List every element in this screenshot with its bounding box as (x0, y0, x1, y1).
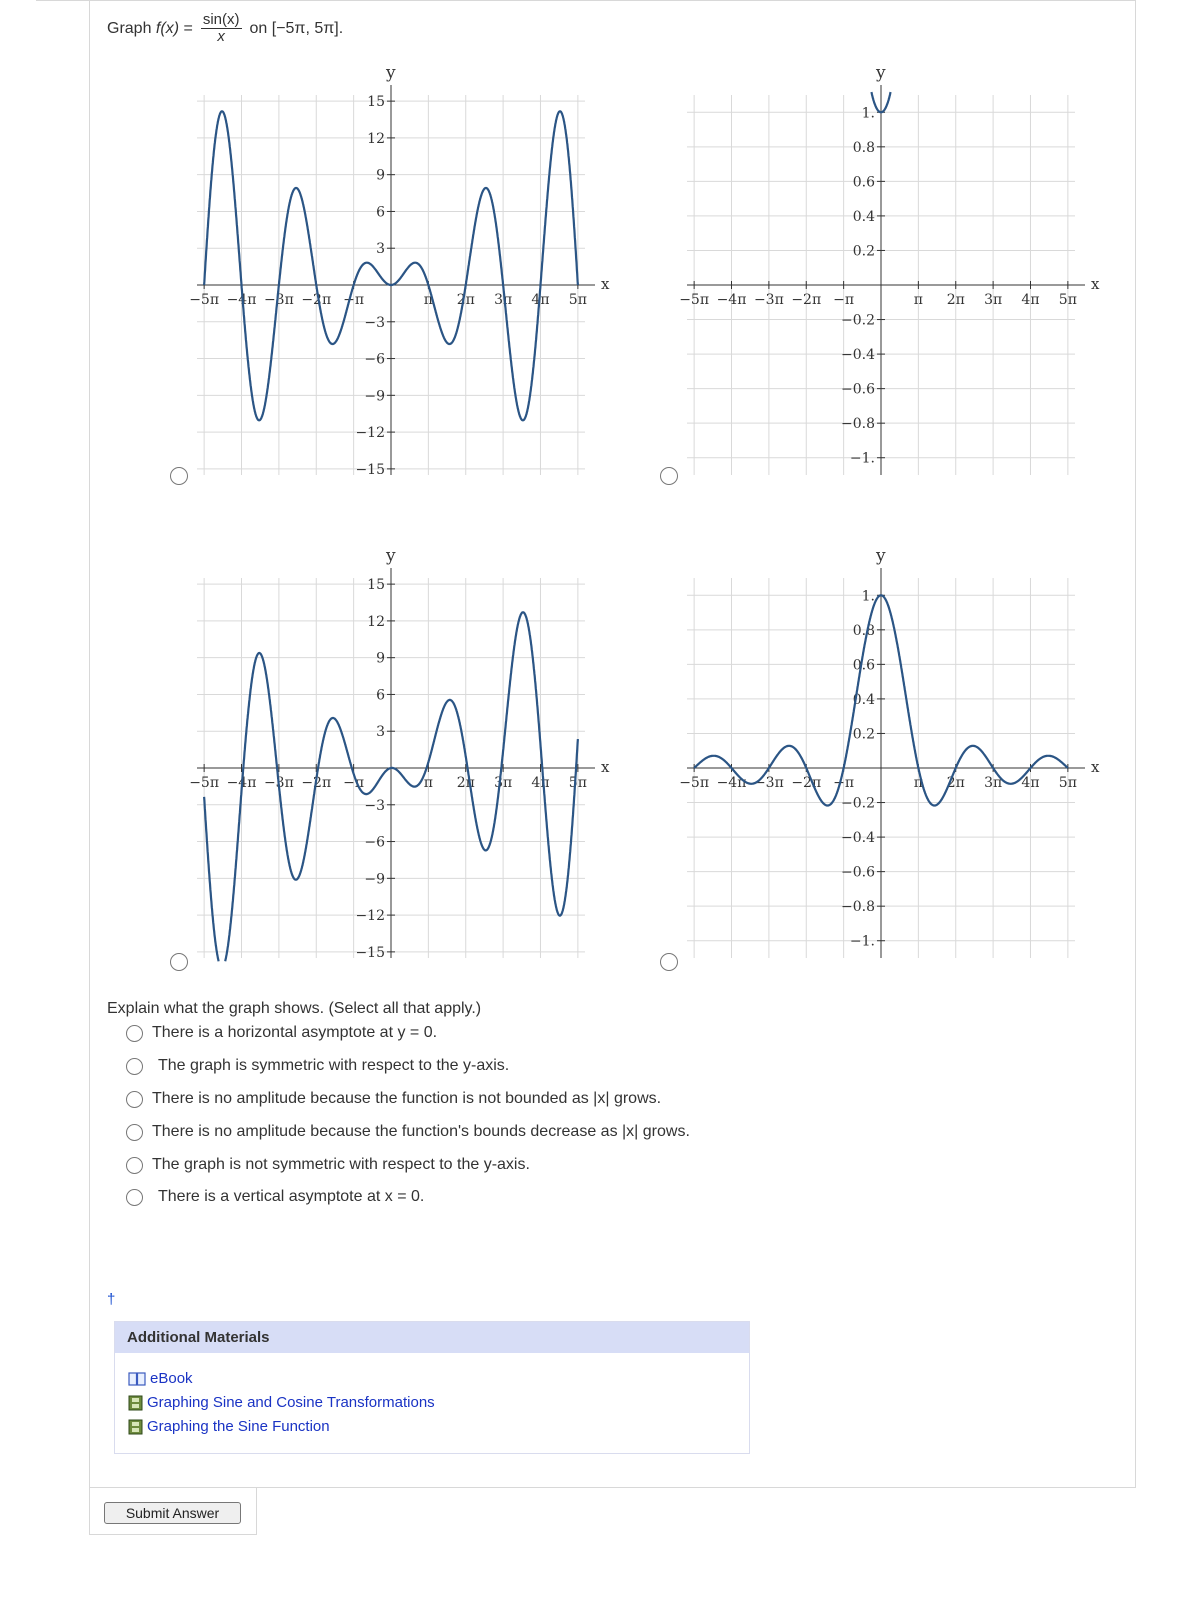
option-checkbox[interactable] (126, 1189, 143, 1206)
additional-materials-panel (114, 1321, 750, 1454)
y-tick-label: −15 (355, 944, 385, 961)
y-tick-label: −15 (355, 461, 385, 478)
video-link-transformations-label[interactable]: Graphing Sine and Cosine Transformations (147, 1394, 435, 1411)
x-tick-label: −5π (189, 775, 220, 791)
panel-border-left (89, 0, 90, 1534)
y-tick-label: −6 (364, 834, 385, 851)
option-symmetric-y-axis[interactable] (126, 1057, 509, 1075)
x-tick-label: −2π (791, 775, 822, 791)
additional-materials-title: Additional Materials (115, 1322, 749, 1353)
x-tick-label: π (913, 775, 923, 791)
graph-option-c (180, 538, 620, 968)
graph-a-radio[interactable] (170, 467, 188, 485)
y-tick-label: −0.2 (841, 795, 875, 812)
x-tick-label: 5π (1058, 775, 1077, 791)
option-not-symmetric[interactable] (126, 1156, 530, 1174)
y-tick-label: 0.8 (852, 622, 875, 639)
x-tick-label: −5π (679, 292, 710, 308)
y-tick-label: −0.4 (841, 830, 875, 847)
x-tick-label: 5π (568, 292, 587, 308)
x-tick-label: 5π (1058, 292, 1077, 308)
panel-border-top (36, 0, 1136, 1)
y-tick-label: 6 (376, 204, 385, 221)
y-tick-label: 3 (376, 724, 385, 741)
y-tick-label: 3 (376, 241, 385, 258)
y-tick-label: 15 (367, 94, 385, 111)
option-checkbox[interactable] (126, 1058, 143, 1075)
prompt-equals: = (183, 19, 193, 37)
option-bounds-decrease[interactable] (126, 1123, 690, 1141)
footnote-marker: † (107, 1291, 116, 1308)
y-tick-label: −0.6 (841, 864, 875, 881)
x-tick-label: 4π (531, 775, 550, 791)
x-tick-label: 3π (494, 775, 513, 791)
x-axis-label: x (1091, 275, 1100, 293)
y-tick-label: −0.8 (841, 416, 875, 433)
x-tick-label: 3π (494, 292, 513, 308)
x-axis-label: x (601, 275, 610, 293)
x-tick-label: −3π (753, 292, 784, 308)
x-axis-label: x (1091, 758, 1100, 776)
x-tick-label: −2π (791, 292, 822, 308)
y-tick-label: 0.4 (852, 691, 875, 708)
option-not-bounded[interactable] (126, 1090, 661, 1108)
y-tick-label: −0.8 (841, 899, 875, 916)
explain-question: Explain what the graph shows. (Select all that apply.) (107, 1000, 482, 1017)
option-checkbox[interactable] (126, 1091, 143, 1108)
x-tick-label: 3π (984, 292, 1003, 308)
graph-option-a (180, 55, 620, 485)
x-tick-label: −5π (189, 292, 220, 308)
graph-option-b (670, 55, 1110, 485)
prompt-denominator: x (217, 28, 225, 45)
y-tick-label: −3 (364, 797, 385, 814)
x-tick-label: 4π (1021, 775, 1040, 791)
y-axis-label: y (386, 546, 396, 566)
y-tick-label: −0.6 (841, 381, 875, 398)
x-axis-label: x (601, 758, 610, 776)
x-tick-label: −4π (716, 292, 747, 308)
y-tick-label: 0.2 (852, 726, 875, 743)
book-icon (128, 1372, 146, 1386)
option-label: There is a vertical asymptote at x = 0. (158, 1188, 425, 1205)
y-tick-label: 0.6 (852, 657, 875, 674)
y-tick-label: −12 (355, 908, 385, 925)
y-tick-label: 0.6 (852, 174, 875, 191)
y-tick-label: 0.8 (852, 139, 875, 156)
x-tick-label: −5π (679, 775, 710, 791)
x-tick-label: π (913, 292, 923, 308)
graph-c-radio[interactable] (170, 953, 188, 971)
option-label: There is no amplitude because the function's bounds decrease as |x| grows. (152, 1123, 690, 1140)
y-tick-label: 0.2 (852, 243, 875, 260)
x-tick-label: −π (343, 292, 365, 308)
x-tick-label: −3π (753, 775, 784, 791)
x-tick-label: −4π (226, 292, 257, 308)
graph-b-radio[interactable] (660, 467, 678, 485)
option-label: There is no amplitude because the function is not bounded as |x| grows. (152, 1090, 662, 1107)
x-tick-label: −4π (716, 775, 747, 791)
y-tick-label: −3 (364, 314, 385, 331)
option-checkbox[interactable] (126, 1124, 143, 1141)
x-tick-label: 2π (456, 775, 475, 791)
option-horizontal-asymptote[interactable] (126, 1024, 437, 1042)
video-film-icon (128, 1419, 143, 1435)
x-tick-label: −π (343, 775, 365, 791)
prompt-numerator: sin(x) (202, 11, 240, 28)
x-tick-label: −π (833, 775, 855, 791)
x-tick-label: π (423, 775, 433, 791)
ebook-link-label[interactable]: eBook (150, 1370, 193, 1387)
y-tick-label: −9 (364, 871, 385, 888)
x-tick-label: 2π (946, 292, 965, 308)
y-tick-label: 9 (376, 167, 385, 184)
prompt-fraction (201, 12, 242, 45)
x-tick-label: π (423, 292, 433, 308)
x-tick-label: −π (833, 292, 855, 308)
y-tick-label: −1. (849, 933, 875, 950)
video-film-icon (128, 1395, 143, 1411)
graph-d-radio[interactable] (660, 953, 678, 971)
y-tick-label: 9 (376, 650, 385, 667)
graph-option-d (670, 538, 1110, 968)
option-checkbox[interactable] (126, 1157, 143, 1174)
y-tick-label: −9 (364, 388, 385, 405)
y-tick-label: −12 (355, 425, 385, 442)
x-tick-label: 2π (456, 292, 475, 308)
x-tick-label: −3π (263, 775, 294, 791)
y-tick-label: −0.2 (841, 312, 875, 329)
panel-border-right (1135, 0, 1136, 1487)
question-prompt (107, 12, 343, 45)
video-link-sine-label[interactable]: Graphing the Sine Function (147, 1418, 330, 1435)
option-label: The graph is symmetric with respect to the y-axis. (158, 1057, 510, 1074)
x-tick-label: 3π (984, 775, 1003, 791)
y-tick-label: 12 (367, 130, 385, 147)
y-tick-label: 1. (861, 105, 875, 122)
option-checkbox[interactable] (126, 1025, 143, 1042)
x-tick-label: −2π (301, 292, 332, 308)
y-axis-label: y (876, 63, 886, 83)
y-axis-label: y (386, 63, 396, 83)
option-vertical-asymptote[interactable] (126, 1188, 424, 1206)
x-tick-label: 5π (568, 775, 587, 791)
y-tick-label: 6 (376, 687, 385, 704)
x-tick-label: −4π (226, 775, 257, 791)
prompt-interval: on [−5π, 5π]. (249, 19, 344, 37)
option-label: There is a horizontal asymptote at y = 0. (152, 1024, 438, 1041)
ebook-link[interactable] (128, 1370, 193, 1387)
y-axis-label: y (876, 546, 886, 566)
x-tick-label: −3π (263, 292, 294, 308)
video-link-sine[interactable] (128, 1418, 330, 1435)
y-tick-label: −6 (364, 351, 385, 368)
x-tick-label: 4π (531, 292, 550, 308)
x-tick-label: 2π (946, 775, 965, 791)
y-tick-label: −0.4 (841, 347, 875, 364)
x-tick-label: 4π (1021, 292, 1040, 308)
y-tick-label: 15 (367, 577, 385, 594)
y-tick-label: −1. (849, 450, 875, 467)
prompt-prefix: Graph (107, 19, 152, 37)
video-link-transformations[interactable] (128, 1394, 435, 1411)
y-tick-label: 1. (861, 588, 875, 605)
x-tick-label: −2π (301, 775, 332, 791)
y-tick-label: 0.4 (852, 208, 875, 225)
option-label: The graph is not symmetric with respect to the y-axis. (152, 1156, 530, 1173)
prompt-function-name: f(x) (155, 19, 180, 37)
submit-answer-button[interactable]: Submit Answer (104, 1502, 241, 1524)
y-tick-label: 12 (367, 613, 385, 630)
